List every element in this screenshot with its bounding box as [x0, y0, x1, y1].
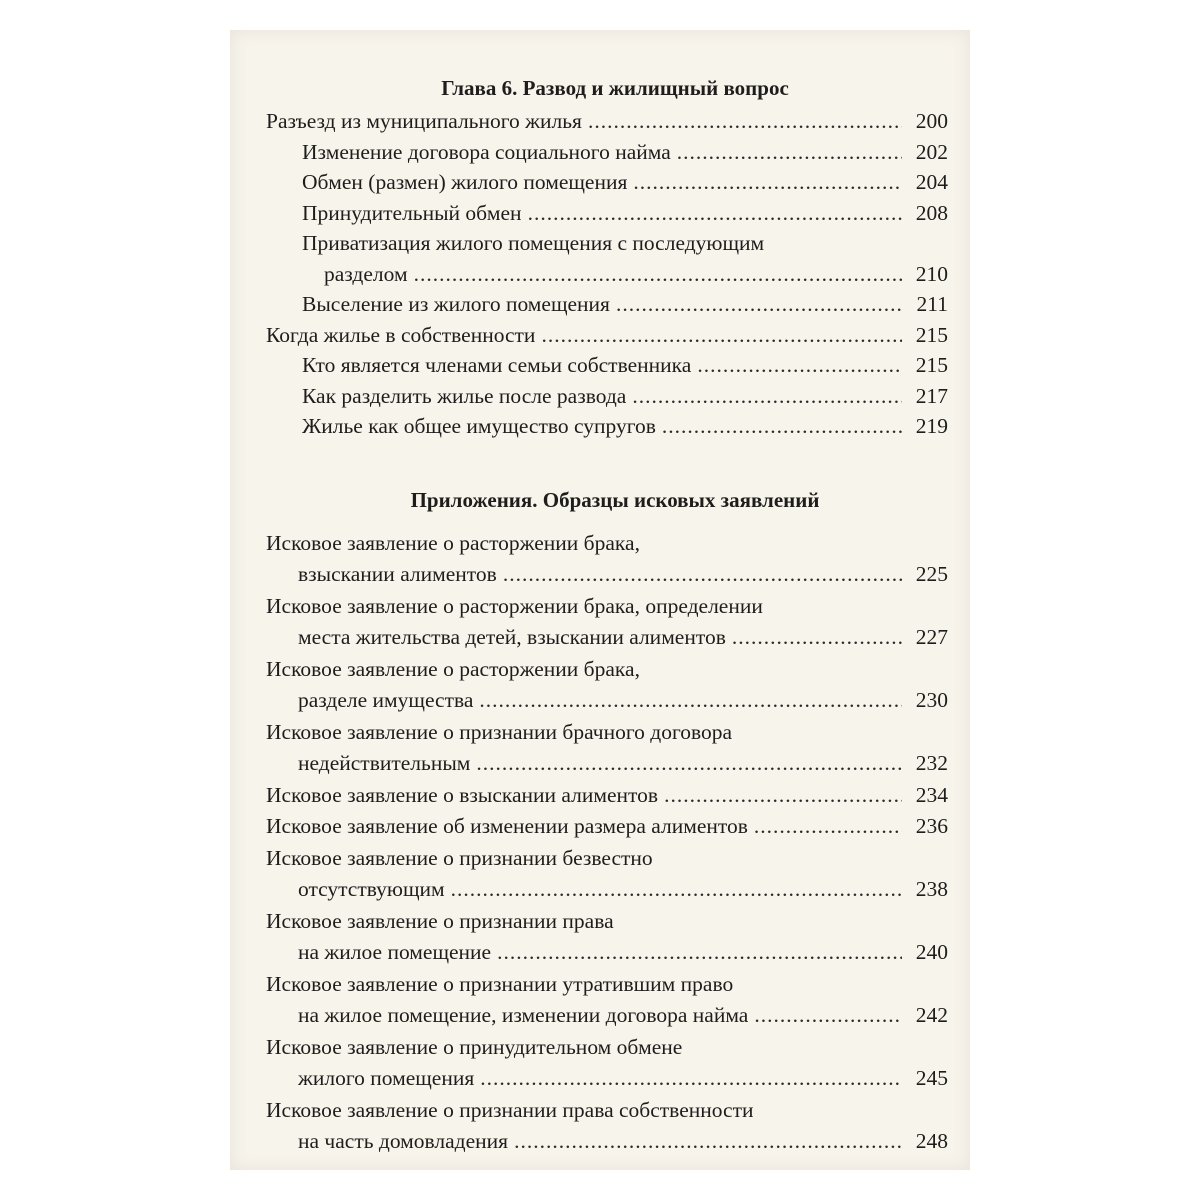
toc-entry-title: жилого помещения — [298, 1066, 475, 1090]
toc-entry — [262, 654, 948, 717]
toc-page-number: 204 — [915, 170, 948, 194]
toc-entry-title: Разъезд из муниципального жилья — [266, 109, 582, 133]
toc-entry-line — [262, 350, 948, 381]
dot-leader — [480, 1063, 902, 1095]
toc-entry-title: места жительства детей, взыскании алиментов — [298, 625, 726, 649]
toc-entry-title: Исковое заявление о расторжении брака, — [266, 530, 640, 555]
toc-entry — [262, 811, 948, 843]
dot-leader — [754, 811, 902, 843]
toc-entry-line — [262, 1032, 948, 1064]
toc-page-number: 232 — [915, 751, 948, 775]
toc-entry-title: Выселение из жилого помещения — [302, 292, 610, 316]
toc-entry — [262, 106, 948, 137]
toc-page-number: 215 — [915, 353, 948, 377]
toc-page-number: 217 — [915, 383, 948, 408]
toc-entry-line — [262, 198, 948, 229]
toc-entry-continuation — [262, 1000, 948, 1032]
toc-page-number: 211 — [916, 292, 948, 316]
toc-entry-title: Исковое заявление о признании права собственности — [266, 1097, 754, 1122]
toc-page-number: 242 — [915, 1003, 948, 1027]
toc-entry-title: Исковое заявление о признании брачного договора — [266, 719, 733, 744]
toc-entry-continuation — [262, 685, 948, 717]
toc-entry — [262, 320, 948, 351]
toc-entry — [262, 228, 948, 289]
dot-leader — [451, 874, 902, 906]
toc-entry — [262, 717, 948, 780]
dot-leader — [633, 167, 902, 198]
toc-entry-title: Когда жилье в собственности — [266, 322, 536, 347]
toc-entry-title: разделом — [324, 261, 408, 286]
toc-entry-line — [262, 411, 948, 442]
dot-leader — [497, 937, 902, 969]
toc-entry-line — [262, 654, 948, 686]
dot-leader — [479, 685, 902, 717]
dot-leader — [514, 1126, 902, 1158]
toc-entry — [262, 381, 948, 412]
dot-leader — [732, 622, 902, 654]
dot-leader — [677, 137, 902, 168]
toc-page-number: 238 — [915, 877, 948, 901]
dot-leader — [616, 289, 902, 320]
toc-entry-line — [262, 528, 948, 560]
toc-entry — [262, 1032, 948, 1095]
toc-entry-title: Кто является членами семьи собственника — [302, 353, 692, 377]
toc-entry-line — [262, 106, 948, 137]
toc-entry-title: взыскании алиментов — [298, 562, 497, 586]
toc-entry — [262, 969, 948, 1032]
toc-entry-continuation — [262, 259, 948, 290]
toc-entry-line — [262, 811, 948, 843]
toc-entry-title: Исковое заявление о взыскании алиментов — [266, 782, 659, 807]
toc-entry — [262, 198, 948, 229]
toc-entry-title: Как разделить жилье после развода — [302, 383, 627, 408]
toc-entry-line — [262, 167, 948, 198]
toc-entry — [262, 843, 948, 906]
toc-entry-title: Жилье как общее имущество супругов — [302, 414, 656, 438]
chapter-entries — [262, 106, 948, 442]
toc-entry-continuation — [262, 1063, 948, 1095]
toc-page-number: 227 — [915, 625, 948, 649]
toc-entry — [262, 411, 948, 442]
toc-entry-title: разделе имущества — [298, 688, 474, 712]
toc-entry-title: Исковое заявление о признании утратившим право — [266, 971, 734, 996]
dot-leader — [414, 259, 902, 290]
toc-page-number: 225 — [915, 562, 948, 586]
toc-entry-title: Исковое заявление о принудительном обмене — [266, 1034, 683, 1059]
toc-entry — [262, 350, 948, 381]
toc-page-number: 240 — [915, 940, 948, 964]
toc-entry-title: Принудительный обмен — [302, 200, 522, 225]
toc-page-number: 234 — [915, 782, 948, 807]
toc-page-number: 219 — [915, 414, 948, 438]
toc-entry-title: Обмен (размен) жилого помещения — [302, 170, 628, 194]
toc-entry-continuation — [262, 937, 948, 969]
toc-entry — [262, 780, 948, 812]
toc-entry-line — [262, 228, 948, 259]
chapter-heading: Глава 6. Развод и жилищный вопрос — [441, 76, 789, 100]
dot-leader — [541, 320, 902, 351]
toc-entry-title: Изменение договора социального найма — [302, 139, 671, 164]
toc-entry-line — [262, 843, 948, 875]
toc-entry-continuation — [262, 1126, 948, 1158]
toc-entry-line — [262, 780, 948, 812]
toc-page-number: 202 — [915, 139, 948, 164]
dot-leader — [528, 198, 902, 229]
toc-entry-line — [262, 906, 948, 938]
toc-entry-line — [262, 137, 948, 168]
toc-entry-line — [262, 381, 948, 412]
toc-entry-continuation — [262, 748, 948, 780]
dot-leader — [754, 1000, 902, 1032]
dot-leader — [662, 411, 902, 442]
appendix-entries — [262, 528, 948, 1158]
dot-leader — [503, 559, 902, 591]
dot-leader — [697, 350, 902, 381]
toc-entry-title: на жилое помещение, изменении договора найма — [298, 1003, 749, 1027]
toc-entry-continuation — [262, 874, 948, 906]
toc-entry-line — [262, 289, 948, 320]
toc-page-number: 236 — [915, 814, 948, 838]
toc-entry — [262, 167, 948, 198]
appendix-heading: Приложения. Образцы исковых заявлений — [410, 487, 820, 512]
toc-entry — [262, 289, 948, 320]
toc-entry-title: Приватизация жилого помещения с последующим — [302, 231, 765, 255]
toc-entry-title: Исковое заявление о признании безвестно — [266, 845, 653, 870]
toc-entry-line — [262, 717, 948, 749]
toc-entry — [262, 591, 948, 654]
toc-entry — [262, 1095, 948, 1158]
toc-page-number: 215 — [915, 322, 948, 347]
toc-entry-title: на часть домовладения — [298, 1129, 509, 1153]
toc-entry-line — [262, 1095, 948, 1127]
table-of-contents — [262, 70, 948, 1158]
dot-leader — [664, 780, 902, 812]
dot-leader — [476, 748, 902, 780]
toc-entry-continuation — [262, 622, 948, 654]
toc-entry-title: Исковое заявление о расторжении брака, — [266, 656, 640, 681]
toc-entry-line — [262, 591, 948, 623]
toc-page-number: 208 — [915, 200, 948, 225]
toc-page-number: 200 — [915, 109, 948, 133]
toc-page-number: 245 — [915, 1066, 948, 1090]
toc-entry-title: Исковое заявление об изменении размера алиментов — [266, 814, 748, 838]
dot-leader — [632, 381, 902, 412]
toc-entry-title: на жилое помещение — [298, 940, 492, 964]
dot-leader — [588, 106, 902, 137]
toc-entry-line — [262, 969, 948, 1001]
toc-entry-title: Исковое заявление о признании права — [266, 908, 614, 933]
toc-entry-title: недействительным — [298, 751, 471, 775]
toc-page-number: 210 — [915, 261, 948, 286]
toc-entry — [262, 906, 948, 969]
toc-entry — [262, 528, 948, 591]
toc-entry-line — [262, 320, 948, 351]
toc-entry — [262, 137, 948, 168]
toc-entry-title: отсутствующим — [298, 877, 445, 901]
toc-page-number: 230 — [915, 688, 948, 712]
toc-page-number: 248 — [915, 1129, 948, 1153]
toc-entry-title: Исковое заявление о расторжении брака, определении — [266, 593, 763, 618]
toc-entry-continuation — [262, 559, 948, 591]
